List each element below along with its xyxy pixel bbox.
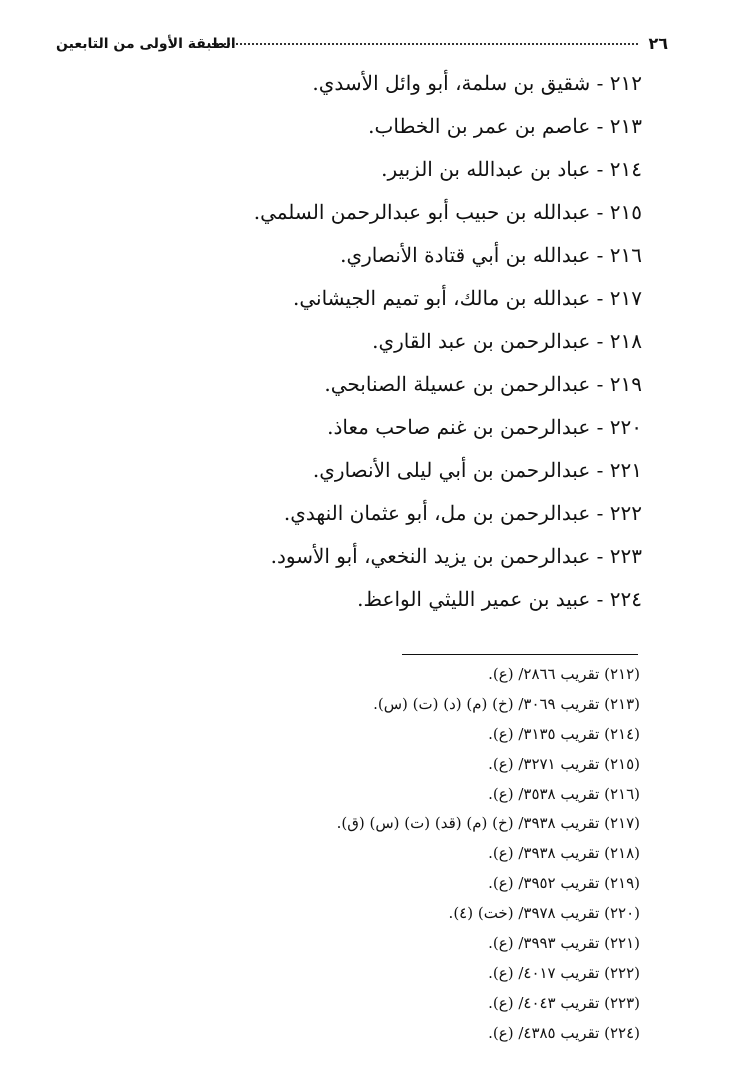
footnote-214: (٢١٤) تقريب ٣١٣٥/ (ع).: [488, 724, 640, 743]
entry-213: ٢١٣ - عاصم بن عمر بن الخطاب.: [368, 114, 642, 138]
entry-215: ٢١٥ - عبدالله بن حبيب أبو عبدالرحمن السلمي.: [253, 200, 642, 224]
entry-218: ٢١٨ - عبدالرحمن بن عبد القاري.: [372, 329, 642, 353]
entry-222: ٢٢٢ - عبدالرحمن بن مل، أبو عثمان النهدي.: [283, 501, 642, 525]
footnote-223: (٢٢٣) تقريب ٤٠٤٣/ (ع).: [488, 993, 640, 1012]
entry-219: ٢١٩ - عبدالرحمن بن عسيلة الصنابحي.: [324, 372, 642, 396]
footnote-217: (٢١٧) تقريب ٣٩٣٨/ (خ) (م) (قد) (ت) (س) (ق).: [336, 814, 640, 833]
entry-list: [82, 62, 642, 621]
entry-220: ٢٢٠ - عبدالرحمن بن غنم صاحب معاذ.: [327, 415, 642, 439]
entry-217: ٢١٧ - عبدالله بن مالك، أبو تميم الجيشاني.: [292, 286, 642, 310]
entry-221: ٢٢١ - عبدالرحمن بن أبي ليلى الأنصاري.: [312, 458, 642, 482]
footnote-222: (٢٢٢) تقريب ٤٠١٧/ (ع).: [488, 963, 640, 982]
entry-216: ٢١٦ - عبدالله بن أبي قتادة الأنصاري.: [340, 243, 642, 267]
footnote-separator: [402, 654, 638, 655]
footnote-215: (٢١٥) تقريب ٣٢٧١/ (ع).: [488, 754, 640, 773]
entry-223: ٢٢٣ - عبدالرحمن بن يزيد النخعي، أبو الأسود.: [270, 544, 642, 568]
footnote-213: (٢١٣) تقريب ٣٠٦٩/ (خ) (م) (د) (ت) (س).: [373, 694, 640, 713]
footnote-218: (٢١٨) تقريب ٣٩٣٨/ (ع).: [488, 844, 640, 863]
page-number: ٢٦: [648, 34, 668, 53]
entry-224: ٢٢٤ - عبيد بن عمير الليثي الواعظ.: [357, 587, 642, 611]
header-dot-leader: [208, 43, 638, 45]
footnote-219: (٢١٩) تقريب ٣٩٥٢/ (ع).: [488, 874, 640, 893]
entry-212: ٢١٢ - شقيق بن سلمة، أبو وائل الأسدي.: [312, 71, 642, 95]
footnote-224: (٢٢٤) تقريب ٤٣٨٥/ (ع).: [488, 1023, 640, 1042]
running-header: [56, 34, 668, 62]
footnote-221: (٢٢١) تقريب ٣٩٩٣/ (ع).: [488, 934, 640, 953]
footnote-212: (٢١٢) تقريب ٢٨٦٦/ (ع).: [488, 665, 640, 683]
footnote-216: (٢١٦) تقريب ٣٥٣٨/ (ع).: [488, 784, 640, 803]
running-title: الطبقة الأولى من التابعين: [56, 36, 236, 52]
footnote-list: [80, 660, 640, 1049]
footnote-220: (٢٢٠) تقريب ٣٩٧٨/ (خت) (٤).: [448, 904, 640, 923]
entry-214: ٢١٤ - عباد بن عبدالله بن الزبير.: [381, 157, 642, 181]
